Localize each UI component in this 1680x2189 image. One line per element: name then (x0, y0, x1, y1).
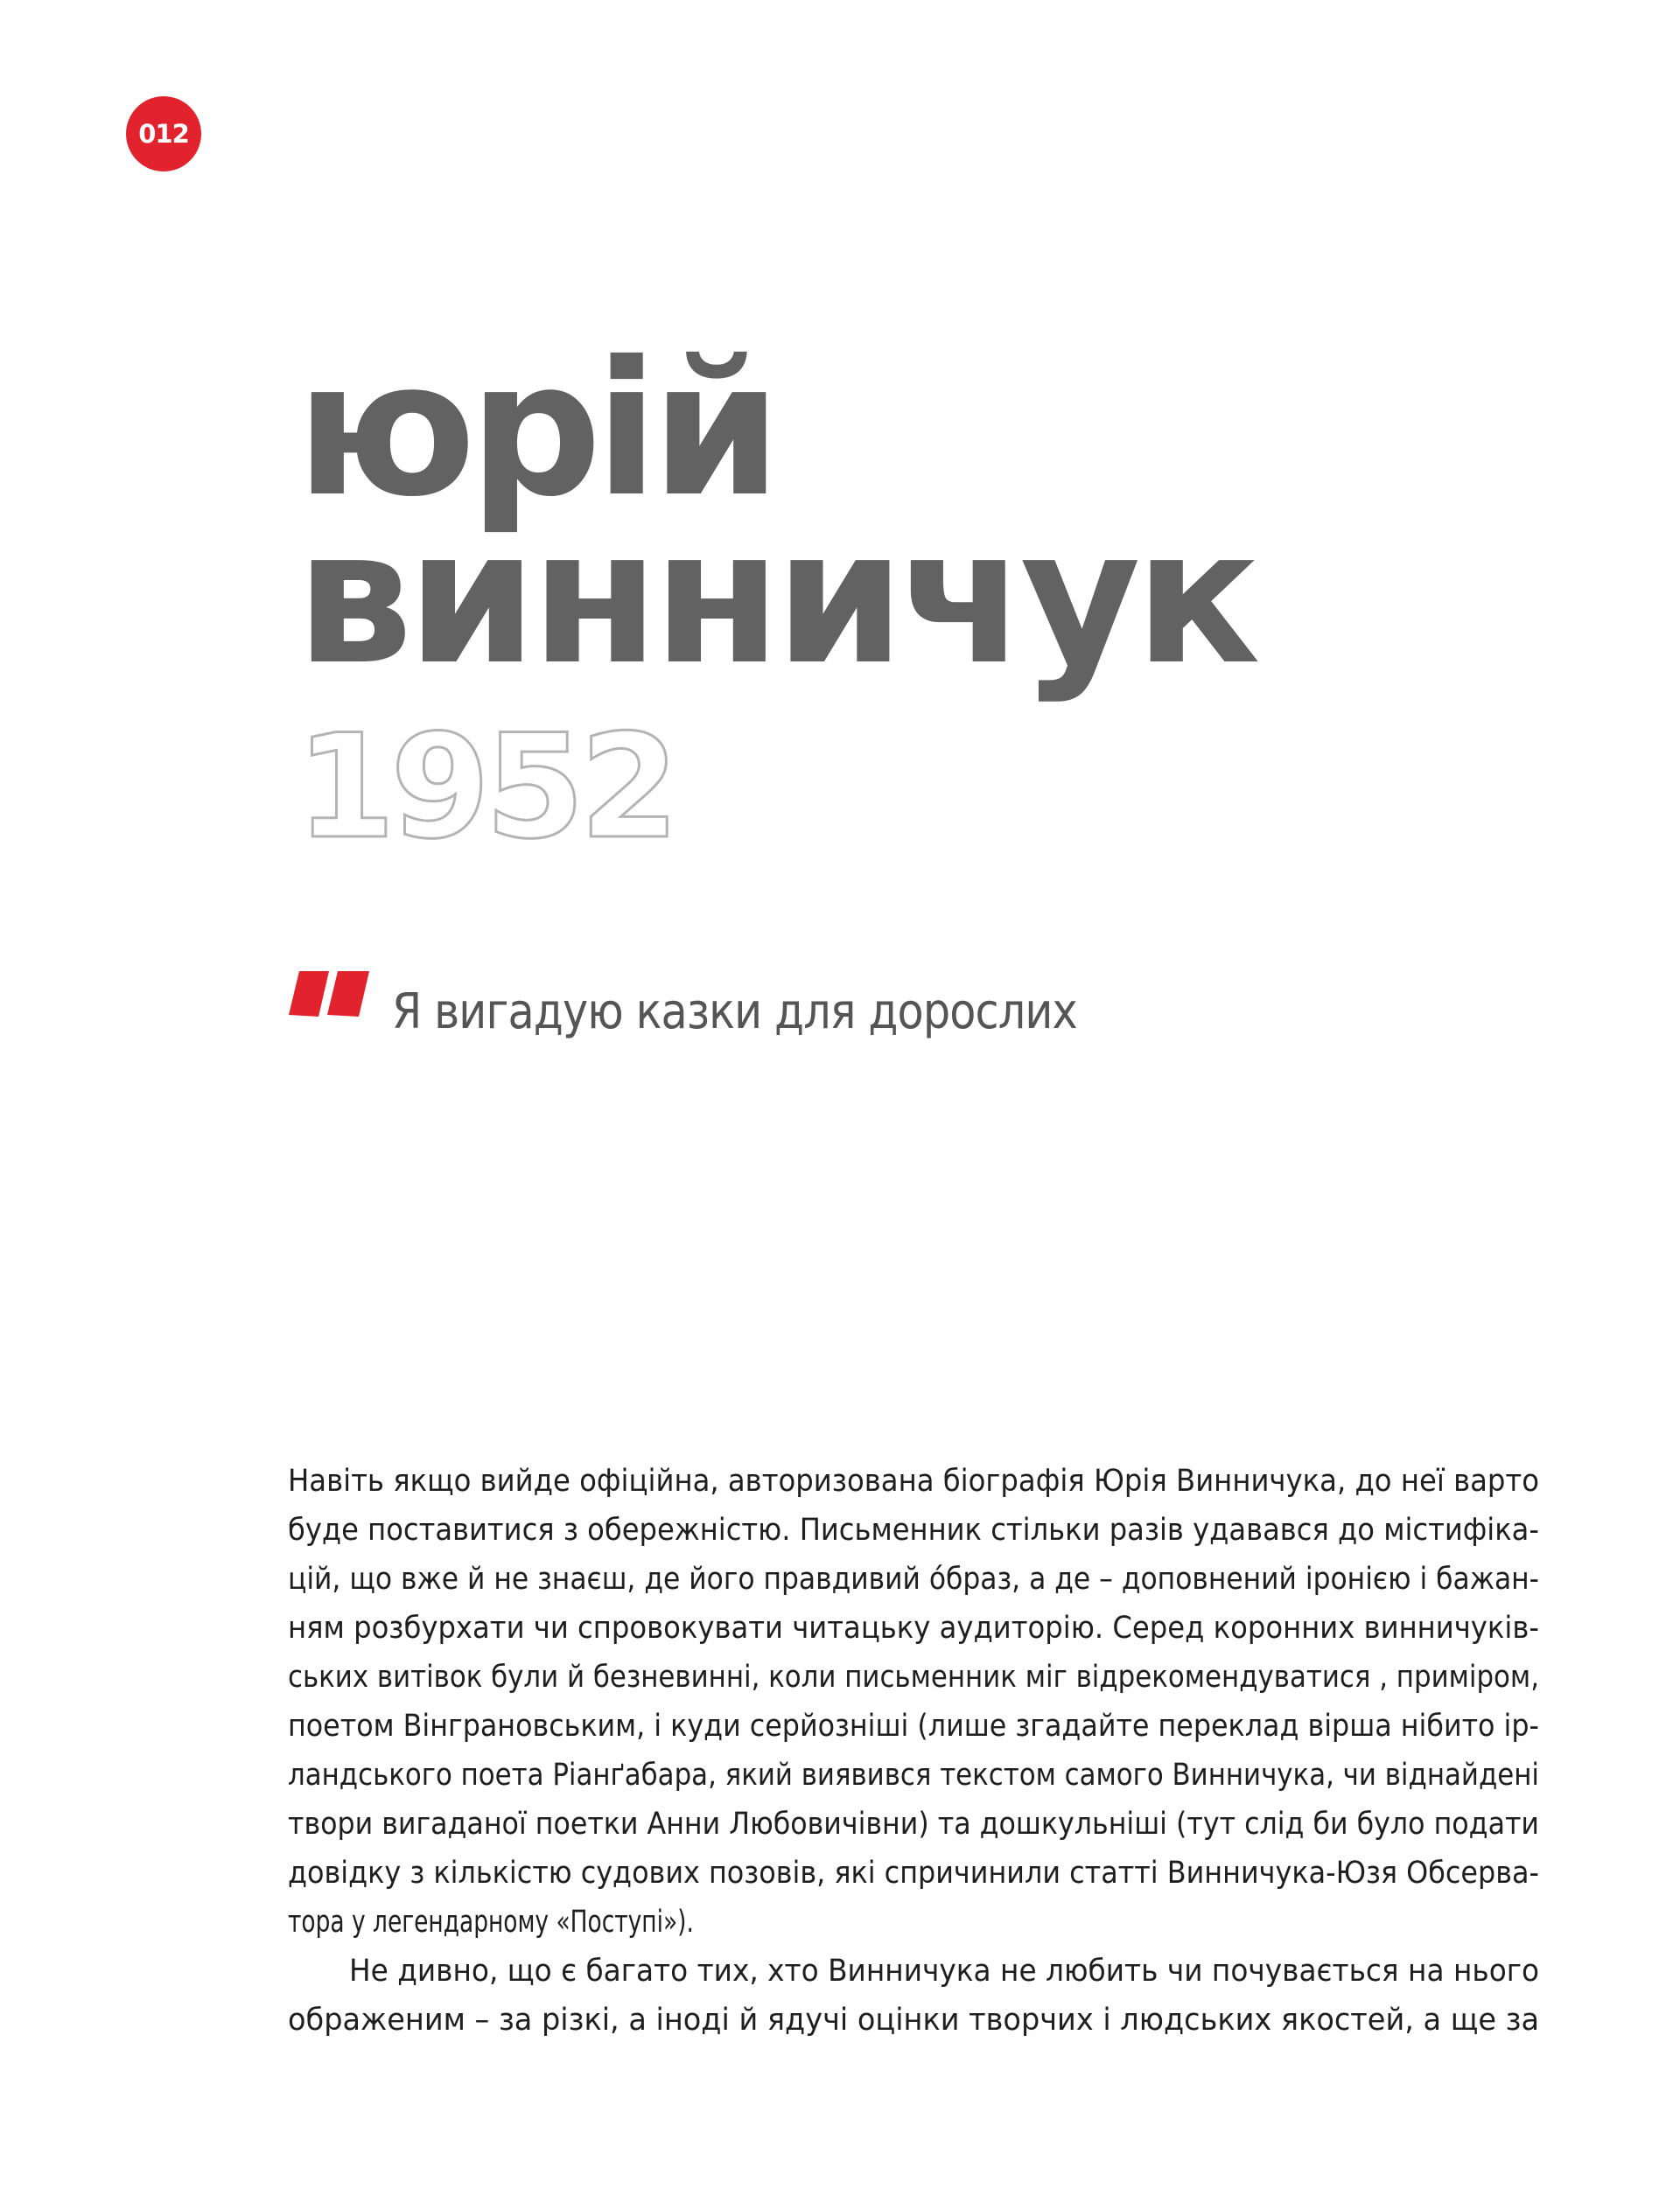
body-line: Не дивно, що є багато тих, хто Винничука не любить чи почувається на нього (349, 1954, 1539, 1989)
page-number: 012 (138, 119, 189, 149)
body-text (288, 1457, 1539, 2045)
page-number-badge (126, 96, 201, 171)
body-line: довідку з кількістю судових позовів, які спричинили статті Винничука-Юзя Обсерва- (288, 1856, 1539, 1891)
author-first-name: юрій (296, 321, 775, 537)
quote-mark-icon (289, 971, 369, 1017)
body-line: Навіть якщо вийде офіційна, авторизована біографія Юрія Винничука, до неї варто (288, 1464, 1540, 1499)
body-line: ображеним – за різкі, а іноді й ядучі оцінки творчих і людських якостей, а ще за (288, 2003, 1539, 2038)
body-line: твори вигаданої поетки Анни Любовичівни) та дошкульніші (тут слід би було подати (288, 1807, 1539, 1842)
author-last-name: винничук (296, 489, 1255, 705)
body-line: ландського поета Ріанґабара, який виявився текстом самого Винничука, чи віднайдені (288, 1758, 1539, 1793)
body-line: поетом Вінграновським, і куди серйозніші (лише згадайте переклад вірша нібито ір- (288, 1709, 1539, 1744)
body-line: ням розбурхати чи спровокувати читацьку аудиторію. Серед коронних винничуків- (288, 1611, 1539, 1646)
birth-year: 1952 (296, 703, 675, 871)
body-line: буде поставитися з обережністю. Письменник стільки разів удавався до містифіка- (288, 1513, 1539, 1548)
author-name-heading (296, 321, 1255, 705)
body-line: цій, що вже й не знаєш, де його правдивий óбраз, а де – доповнений іронією і бажан- (288, 1562, 1539, 1597)
body-line: ських витівок були й безневинні, коли письменник міг відрекомендуватися , приміром, (288, 1660, 1539, 1695)
body-line: тора у легендарному «Поступі»). (288, 1905, 694, 1940)
pull-quote: Я вигадую казки для дорослих (392, 983, 1077, 1040)
